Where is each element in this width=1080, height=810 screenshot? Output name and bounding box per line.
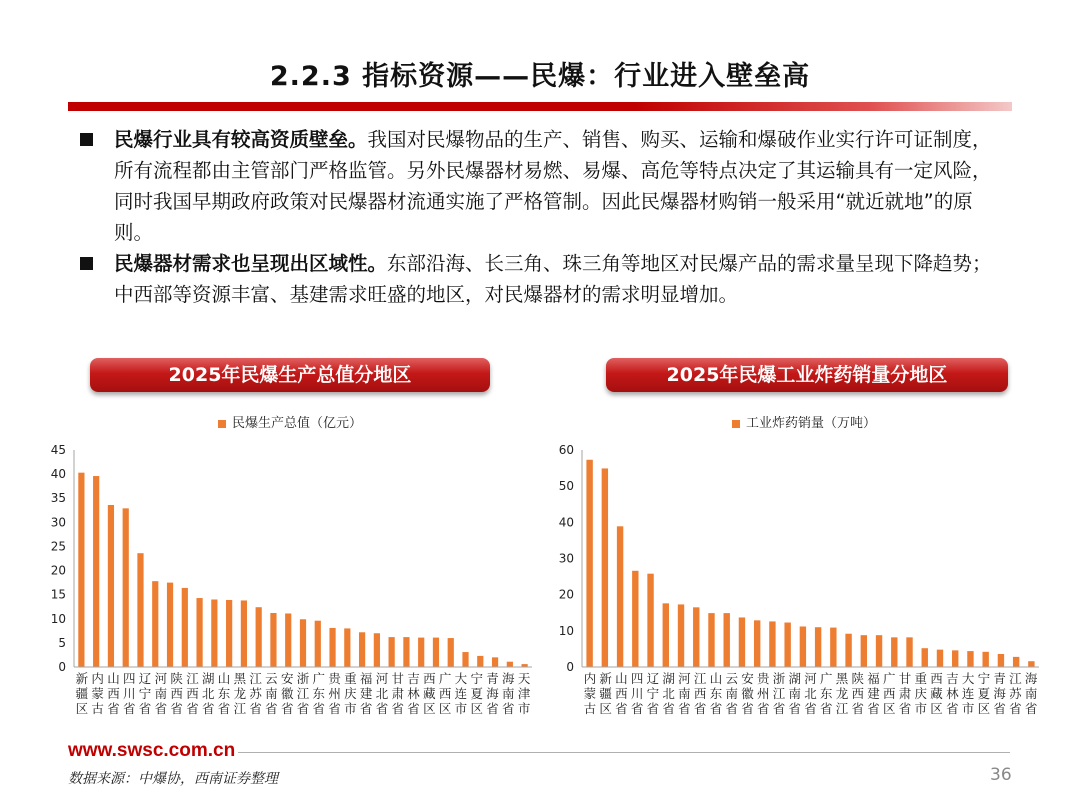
chart-title-banner-sales: 2025年民爆工业炸药销量分地区 [606, 358, 1008, 392]
x-tick-label: 吉林省 [946, 671, 959, 716]
x-tick-label: 安徽省 [741, 671, 754, 716]
bar [152, 581, 158, 667]
bar [998, 654, 1004, 667]
bar [211, 599, 217, 667]
bar [507, 662, 513, 667]
x-tick-label: 海南省 [502, 671, 515, 716]
x-tick-label: 重庆市 [914, 671, 928, 716]
bar [800, 626, 806, 667]
bar [708, 613, 714, 667]
y-tick-label: 30 [558, 551, 574, 566]
chart-legend-production [218, 412, 362, 431]
bar [241, 600, 247, 667]
bullet-text: 我国对民爆物品的生产、销售、购买、运输和爆破作业实行许可证制度，所有流程都由主管部门严格监管。另外民爆器材易燃、易爆、高危等特点决定了其运输具有一定风险，同时我国早期政府政策对民爆器材流通实施了严格管制。因此民爆器材购销一般采用“就近就地”的原则。 [114, 128, 992, 244]
title-divider [68, 102, 1012, 111]
bar [256, 607, 262, 667]
bullet-item [80, 248, 1010, 310]
y-tick-label: 20 [558, 587, 574, 602]
x-tick-label: 天津市 [517, 671, 531, 716]
bar [329, 628, 335, 667]
bar [754, 620, 760, 667]
bullet-list [80, 124, 1010, 310]
x-tick-label: 新疆区 [599, 671, 612, 716]
x-tick-label: 浙江省 [772, 671, 786, 716]
y-tick-label: 60 [558, 443, 574, 457]
x-tick-label: 山西省 [107, 671, 120, 716]
x-tick-label: 黑龙江 [233, 671, 247, 716]
bar [784, 623, 790, 667]
bar [477, 656, 483, 667]
x-tick-label: 福建省 [359, 671, 373, 716]
bar [167, 583, 173, 667]
x-tick-label: 黑龙江 [835, 671, 849, 716]
x-tick-label: 西藏区 [423, 671, 436, 716]
y-tick-label: 45 [50, 443, 66, 457]
x-tick-label: 吉林省 [407, 671, 420, 716]
bar [285, 613, 291, 667]
bullet-item [80, 124, 1010, 248]
bullet-square-icon [80, 257, 93, 270]
bar [374, 633, 380, 667]
bar [739, 617, 745, 667]
y-tick-label: 0 [58, 660, 66, 674]
bar [967, 651, 973, 667]
x-tick-label: 青海省 [486, 671, 499, 716]
bar [315, 621, 321, 667]
x-tick-label: 湖北省 [201, 671, 215, 716]
bar [647, 574, 653, 667]
legend-label: 工业炸药销量（万吨） [746, 416, 877, 431]
x-tick-label: 江西省 [186, 671, 199, 716]
bar [344, 628, 350, 667]
y-tick-label: 20 [50, 563, 66, 578]
y-tick-label: 40 [50, 467, 66, 482]
bar [448, 638, 454, 667]
y-tick-label: 25 [50, 539, 66, 554]
bar [937, 650, 943, 667]
x-tick-label: 辽宁省 [646, 671, 660, 716]
bar [1013, 657, 1019, 667]
bullet-heading: 民爆行业具有较高资质壁垒。 [114, 128, 368, 151]
bar [876, 635, 882, 667]
bar [830, 628, 836, 667]
bar [389, 637, 395, 667]
bar [952, 650, 958, 667]
x-tick-label: 贵州省 [756, 671, 770, 716]
page-title: 2.2.3 指标资源——民爆：行业进入壁垒高 [269, 61, 811, 92]
bar [586, 460, 592, 667]
y-tick-label: 40 [558, 515, 574, 530]
bar [108, 505, 114, 667]
x-tick-label: 河南省 [154, 671, 168, 716]
x-tick-label: 海南省 [1024, 671, 1038, 716]
x-tick-label: 湖北省 [662, 671, 675, 716]
bar [906, 637, 912, 667]
bar [78, 473, 84, 667]
bar [693, 607, 699, 667]
bar [300, 619, 306, 667]
x-tick-label: 陕西省 [851, 671, 865, 716]
x-tick-label: 内蒙古 [583, 671, 597, 716]
x-tick-label: 贵州省 [328, 671, 341, 716]
x-tick-label: 福建省 [867, 671, 880, 716]
bar [769, 621, 775, 667]
bar [359, 632, 365, 667]
x-tick-label: 山东省 [217, 671, 231, 716]
x-tick-label: 河北省 [375, 671, 389, 716]
x-tick-label: 江苏省 [249, 671, 262, 716]
bar [617, 526, 623, 667]
bar [678, 604, 684, 667]
x-tick-label: 广西区 [438, 671, 452, 716]
y-tick-label: 5 [58, 635, 66, 650]
x-tick-label: 辽宁省 [138, 671, 152, 716]
bar [632, 571, 638, 667]
bar [182, 588, 188, 667]
x-tick-label: 云南省 [725, 671, 738, 716]
x-tick-label: 江西省 [693, 671, 707, 716]
bar [123, 508, 129, 667]
bullet-square-icon [80, 133, 93, 146]
x-tick-label: 山东省 [709, 671, 723, 716]
bar [492, 657, 498, 667]
x-tick-label: 宁夏区 [977, 671, 991, 716]
footer-divider [238, 752, 1010, 753]
x-tick-label: 宁夏区 [470, 671, 483, 716]
bar [93, 476, 99, 667]
y-tick-label: 50 [558, 479, 574, 494]
chart-legend-sales [732, 412, 876, 431]
bar [418, 638, 424, 667]
footer-website: www.swsc.com.cn [68, 740, 236, 761]
bar [815, 627, 821, 667]
x-tick-label: 广东省 [820, 671, 833, 716]
x-tick-label: 河南省 [678, 671, 691, 716]
y-tick-label: 30 [50, 515, 66, 530]
x-tick-label: 陕西省 [170, 671, 183, 716]
x-tick-label: 广东省 [312, 671, 326, 716]
chart-title-banner-production: 2025年民爆生产总值分地区 [90, 358, 490, 392]
y-tick-label: 10 [558, 623, 574, 638]
y-tick-label: 35 [50, 491, 66, 506]
explosive-sales-bar-chart [545, 440, 1045, 725]
x-tick-label: 四川省 [123, 671, 136, 716]
bar [663, 603, 669, 667]
bullet-text: 东部沿海、长三角、珠三角等地区对民爆产品的需求量呈现下降趋势；中西部等资源丰富、基建需求旺盛的地区，对民爆器材的需求明显增加。 [114, 252, 992, 306]
x-tick-label: 安徽省 [280, 671, 294, 716]
bar [1028, 661, 1034, 667]
bar [891, 637, 897, 667]
page-number: 36 [990, 765, 1012, 785]
bar [982, 652, 988, 667]
bar [724, 613, 730, 667]
x-tick-label: 重庆市 [344, 671, 357, 716]
x-tick-label: 河北省 [804, 671, 817, 716]
data-source-note: 数据来源：中爆协，西南证券整理 [68, 771, 278, 787]
y-tick-label: 15 [50, 587, 66, 602]
x-tick-label: 浙江省 [296, 671, 310, 716]
bar [403, 637, 409, 667]
legend-swatch [218, 420, 226, 428]
x-tick-label: 广西区 [883, 671, 896, 716]
y-tick-label: 0 [566, 660, 574, 674]
x-tick-label: 云南省 [265, 671, 278, 716]
x-tick-label: 湖南省 [788, 671, 801, 716]
x-tick-label: 甘肃省 [391, 671, 405, 716]
legend-swatch [732, 420, 740, 428]
x-tick-label: 西藏区 [930, 671, 943, 716]
production-value-bar-chart [30, 440, 540, 725]
bar [462, 652, 468, 667]
bar [270, 613, 276, 667]
bullet-heading: 民爆器材需求也呈现出区域性。 [114, 252, 388, 275]
x-tick-label: 江苏省 [1009, 671, 1022, 716]
x-tick-label: 四川省 [630, 671, 644, 716]
x-tick-label: 内蒙古 [91, 671, 104, 716]
bar [433, 638, 439, 667]
bar [196, 598, 202, 667]
legend-label: 民爆生产总值（亿元） [232, 416, 363, 431]
bar [137, 553, 143, 667]
y-tick-label: 10 [50, 611, 66, 626]
bar [602, 468, 608, 667]
x-tick-label: 新疆区 [75, 671, 89, 716]
x-tick-label: 山西省 [615, 671, 628, 716]
x-tick-label: 大连市 [961, 671, 975, 716]
x-tick-label: 大连市 [454, 671, 468, 716]
bar [226, 600, 232, 667]
x-tick-label: 甘肃省 [898, 671, 912, 716]
bar [845, 634, 851, 667]
bar [922, 648, 928, 667]
bar [861, 635, 867, 667]
x-tick-label: 青海省 [993, 671, 1006, 716]
